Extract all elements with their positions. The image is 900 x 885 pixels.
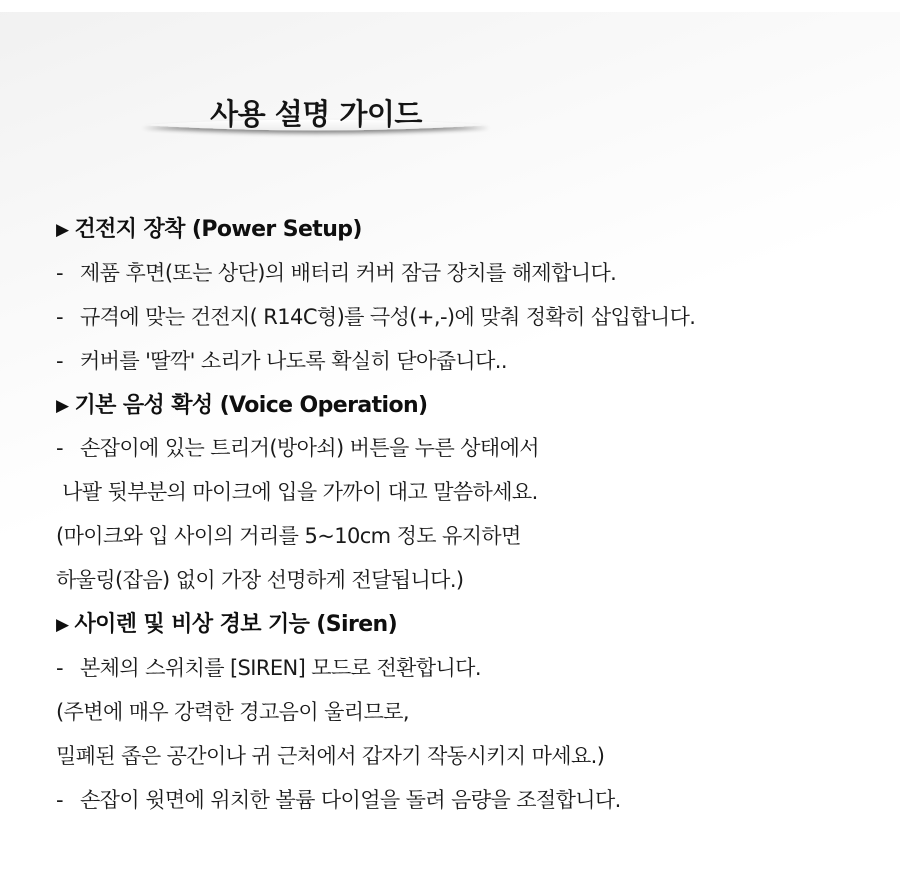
section-heading-siren bbox=[56, 603, 886, 647]
instruction-text: 밀폐된 좁은 공간이나 귀 근처에서 갑자기 작동시키지 마세요.) bbox=[56, 743, 605, 768]
section-heading-voice-operation bbox=[56, 384, 886, 428]
instruction-text: 제품 후면(또는 상단)의 배터리 커버 잠금 장치를 해제합니다. bbox=[80, 260, 617, 285]
instruction-line bbox=[56, 427, 886, 471]
instruction-text: 하울링(잡음) 없이 가장 선명하게 전달됩니다.) bbox=[56, 568, 464, 593]
top-border bbox=[0, 0, 900, 12]
instruction-line bbox=[56, 340, 886, 384]
page-title: 사용 설명 가이드 bbox=[210, 97, 422, 131]
instruction-text: 손잡이에 있는 트리거(방아쇠) 버튼을 누른 상태에서 bbox=[80, 436, 539, 461]
instruction-line bbox=[56, 252, 886, 296]
dash-marker: - bbox=[56, 436, 63, 461]
instruction-line bbox=[56, 559, 886, 603]
triangle-marker-icon: ▶ bbox=[56, 220, 69, 240]
instruction-line bbox=[56, 647, 886, 691]
dash-marker: - bbox=[56, 304, 63, 329]
dash-marker: - bbox=[56, 260, 63, 285]
section-heading-text: 사이렌 및 비상 경보 기능 (Siren) bbox=[74, 612, 398, 638]
instruction-text: 손잡이 윗면에 위치한 볼륨 다이얼을 돌려 음량을 조절합니다. bbox=[80, 787, 621, 812]
section-heading-text: 건전지 장착 (Power Setup) bbox=[74, 217, 362, 242]
instruction-line bbox=[56, 735, 886, 779]
instructions bbox=[56, 208, 886, 822]
instruction-text: (주변에 매우 강력한 경고음이 울리므로, bbox=[56, 699, 409, 724]
section-heading-text: 기본 음성 확성 (Voice Operation) bbox=[74, 392, 428, 418]
instruction-line bbox=[56, 691, 886, 735]
dash-marker: - bbox=[56, 348, 63, 373]
dash-marker: - bbox=[56, 655, 63, 680]
triangle-marker-icon: ▶ bbox=[56, 395, 69, 416]
section-heading-power-setup bbox=[56, 208, 886, 252]
triangle-marker-icon: ▶ bbox=[56, 615, 69, 636]
instruction-line bbox=[56, 296, 886, 340]
instruction-text: 나팔 뒷부분의 마이크에 입을 가까이 대고 말씀하세요. bbox=[56, 480, 538, 505]
instruction-line bbox=[56, 471, 886, 515]
dash-marker: - bbox=[56, 787, 63, 812]
instruction-line bbox=[56, 515, 886, 559]
instruction-text: 본체의 스위치를 [SIREN] 모드로 전환합니다. bbox=[80, 655, 481, 680]
instruction-text: 커버를 '딸깍' 소리가 나도록 확실히 닫아줍니다.. bbox=[80, 348, 507, 373]
instruction-line bbox=[56, 779, 886, 823]
title-block bbox=[140, 86, 492, 146]
instruction-text: (마이크와 입 사이의 거리를 5~10cm 정도 유지하면 bbox=[56, 524, 521, 549]
instruction-text: 규격에 맞는 건전지( R14C형)를 극성(+,-)에 맞춰 정확히 삽입합니다. bbox=[80, 304, 696, 329]
